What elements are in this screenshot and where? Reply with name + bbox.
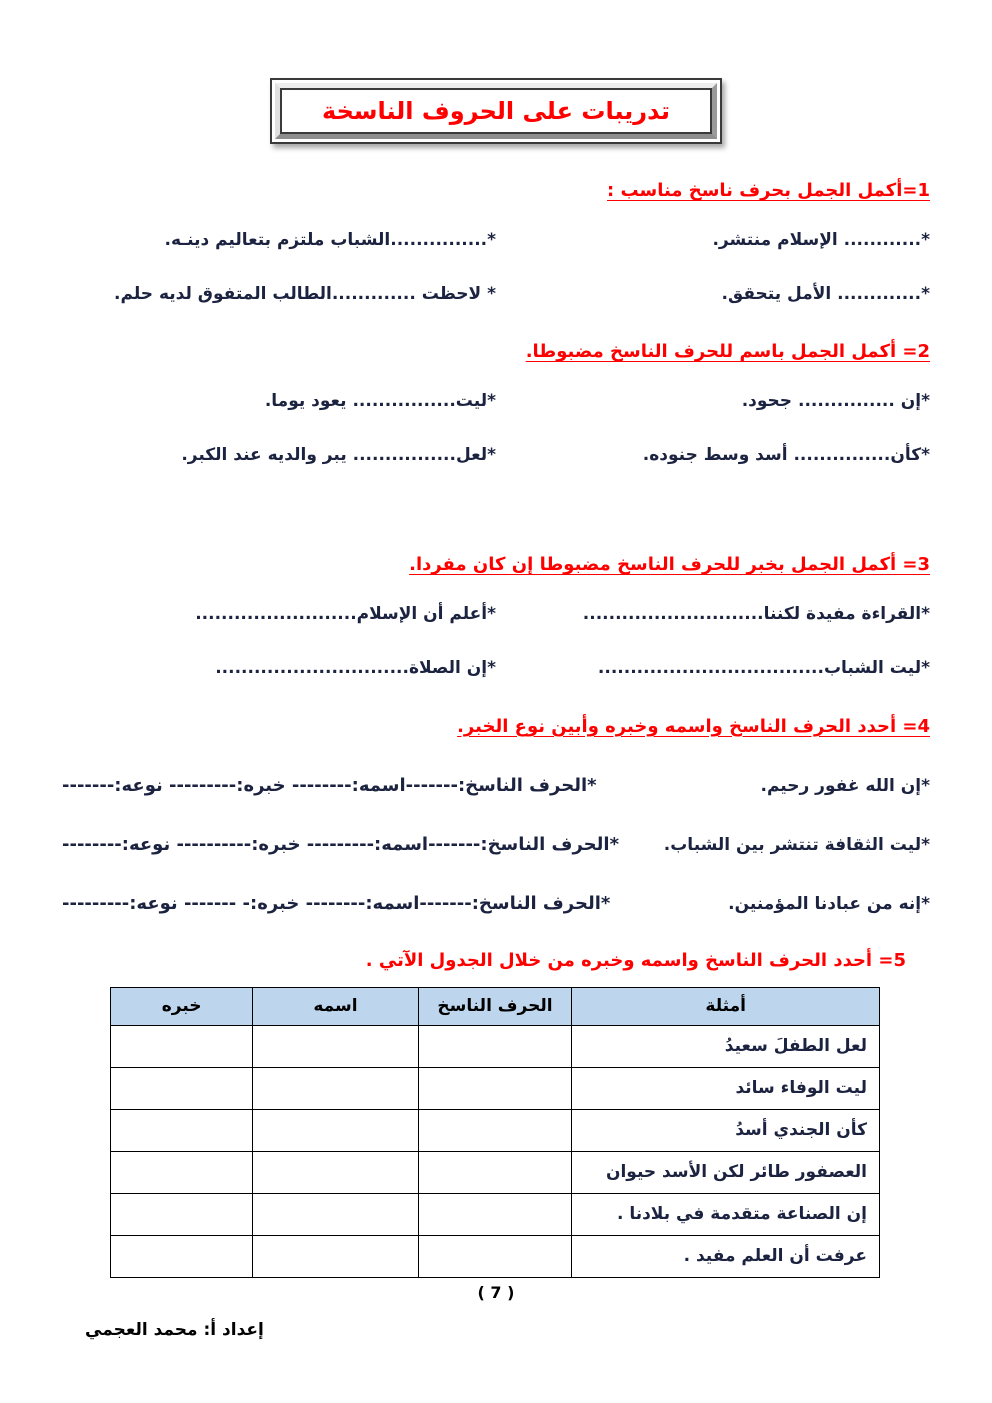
section-1-items xyxy=(62,229,930,305)
section-3-heading: 3= أكمل الجمل بخبر للحرف الناسخ مضبوطا إن كان مفردا. xyxy=(409,554,930,576)
section-3-items xyxy=(62,603,930,679)
exercise-item: * لاحظت .............الطالب المتفوق لديه حلم. xyxy=(114,284,496,305)
empty-cell xyxy=(111,1067,253,1109)
example-cell: لعل الطفلَ سعيدُ xyxy=(572,1025,880,1067)
section-3 xyxy=(62,554,930,679)
empty-cell xyxy=(418,1025,572,1067)
exercise-item: *............ الإسلام منتشر. xyxy=(712,230,930,250)
exercise-item: *ليت................ يعود يوما. xyxy=(264,391,496,412)
title-frame-inner xyxy=(280,88,712,134)
table-row xyxy=(111,1193,880,1235)
empty-cell xyxy=(111,1193,253,1235)
exercise-item: *............. الأمل يتحقق. xyxy=(721,284,930,305)
table-row xyxy=(111,1025,880,1067)
analysis-table xyxy=(110,987,880,1278)
analysis-sentence: *ليت الثقافة تنتشر بين الشباب. xyxy=(663,834,930,855)
analysis-line xyxy=(62,834,930,855)
table-row xyxy=(111,1235,880,1277)
empty-cell xyxy=(418,1067,572,1109)
example-cell: ليت الوفاء سائد xyxy=(572,1067,880,1109)
section-1-heading: 1=أكمل الجمل بحرف ناسخ مناسب : xyxy=(607,180,930,201)
analysis-detail: *الحرف الناسخ:-------اسمه:-------- خبره:--------- نوعه:------- xyxy=(62,774,597,796)
table-row xyxy=(111,1151,880,1193)
empty-cell xyxy=(418,1151,572,1193)
empty-cell xyxy=(253,1109,418,1151)
table-header-row xyxy=(111,987,880,1025)
title-frame xyxy=(270,78,722,144)
example-cell: كأن الجندي أسدُ xyxy=(572,1109,880,1151)
footer-credit: إعداد أ: محمد العجمي xyxy=(85,1320,264,1340)
exercise-item: *أعلم أن الإسلام......................... xyxy=(195,604,496,625)
col-header-examples: أمثلة xyxy=(572,987,880,1025)
analysis-detail: *الحرف الناسخ:-------اسمه:-------- خبره:- ------- نوعه:--------- xyxy=(62,892,611,914)
table-row xyxy=(111,1067,880,1109)
empty-cell xyxy=(418,1235,572,1277)
empty-cell xyxy=(253,1025,418,1067)
example-cell: عرفت أن العلم مفيد . xyxy=(572,1235,880,1277)
section-2-heading: 2= أكمل الجمل باسم للحرف الناسخ مضبوطا. xyxy=(525,341,930,363)
section-1 xyxy=(62,180,930,305)
analysis-line xyxy=(62,775,930,796)
empty-cell xyxy=(418,1193,572,1235)
empty-cell xyxy=(111,1025,253,1067)
section-2 xyxy=(62,341,930,466)
empty-cell xyxy=(253,1067,418,1109)
exercise-item: *لعل................ يبر والديه عند الكبر. xyxy=(181,445,496,466)
exercise-item: *ليت الشباب................................... xyxy=(597,658,930,679)
exercise-item: *...............الشباب ملتزم بتعاليم دينـه. xyxy=(164,230,496,250)
exercise-item: *كأن............... أسد وسط جنوده. xyxy=(642,445,930,466)
section-4-heading: 4= أحدد الحرف الناسخ واسمه وخبره وأبين نوع الخبر. xyxy=(457,715,930,737)
empty-cell xyxy=(111,1151,253,1193)
analysis-line xyxy=(62,893,930,914)
analysis-sentence: *إن الله غفور رحيم. xyxy=(760,775,930,796)
table-row xyxy=(111,1109,880,1151)
section-5-heading: 5= أحدد الحرف الناسخ واسمه وخبره من خلال الجدول الآتي . xyxy=(365,949,906,971)
exercise-item: *إن ............... جحود. xyxy=(741,391,930,412)
empty-cell xyxy=(418,1109,572,1151)
title-frame-bevel xyxy=(275,83,717,139)
example-cell: إن الصناعة متقدمة في بلادنا . xyxy=(572,1193,880,1235)
section-2-items xyxy=(62,390,930,466)
col-header-predicate: خبره xyxy=(111,987,253,1025)
section-5 xyxy=(62,950,930,1278)
section-4 xyxy=(62,716,930,914)
page-number: ( 7 ) xyxy=(477,1283,515,1302)
empty-cell xyxy=(111,1235,253,1277)
col-header-nasikh-letter: الحرف الناسخ xyxy=(418,987,572,1025)
empty-cell xyxy=(111,1109,253,1151)
exercise-item: *إن الصلاة.............................. xyxy=(215,658,496,679)
empty-cell xyxy=(253,1235,418,1277)
example-cell: العصفور طائر لكن الأسد حيوان xyxy=(572,1151,880,1193)
exercise-item: *القراءة مفيدة لكننا............................ xyxy=(582,604,930,625)
analysis-detail: *الحرف الناسخ:-------اسمه:--------- خبره:---------- نوعه:-------- xyxy=(62,833,619,855)
col-header-noun: اسمه xyxy=(253,987,418,1025)
empty-cell xyxy=(253,1151,418,1193)
analysis-sentence: *إنه من عبادنا المؤمنين. xyxy=(728,893,930,914)
page-title: تدريبات على الحروف الناسخة xyxy=(322,97,670,125)
empty-cell xyxy=(253,1193,418,1235)
